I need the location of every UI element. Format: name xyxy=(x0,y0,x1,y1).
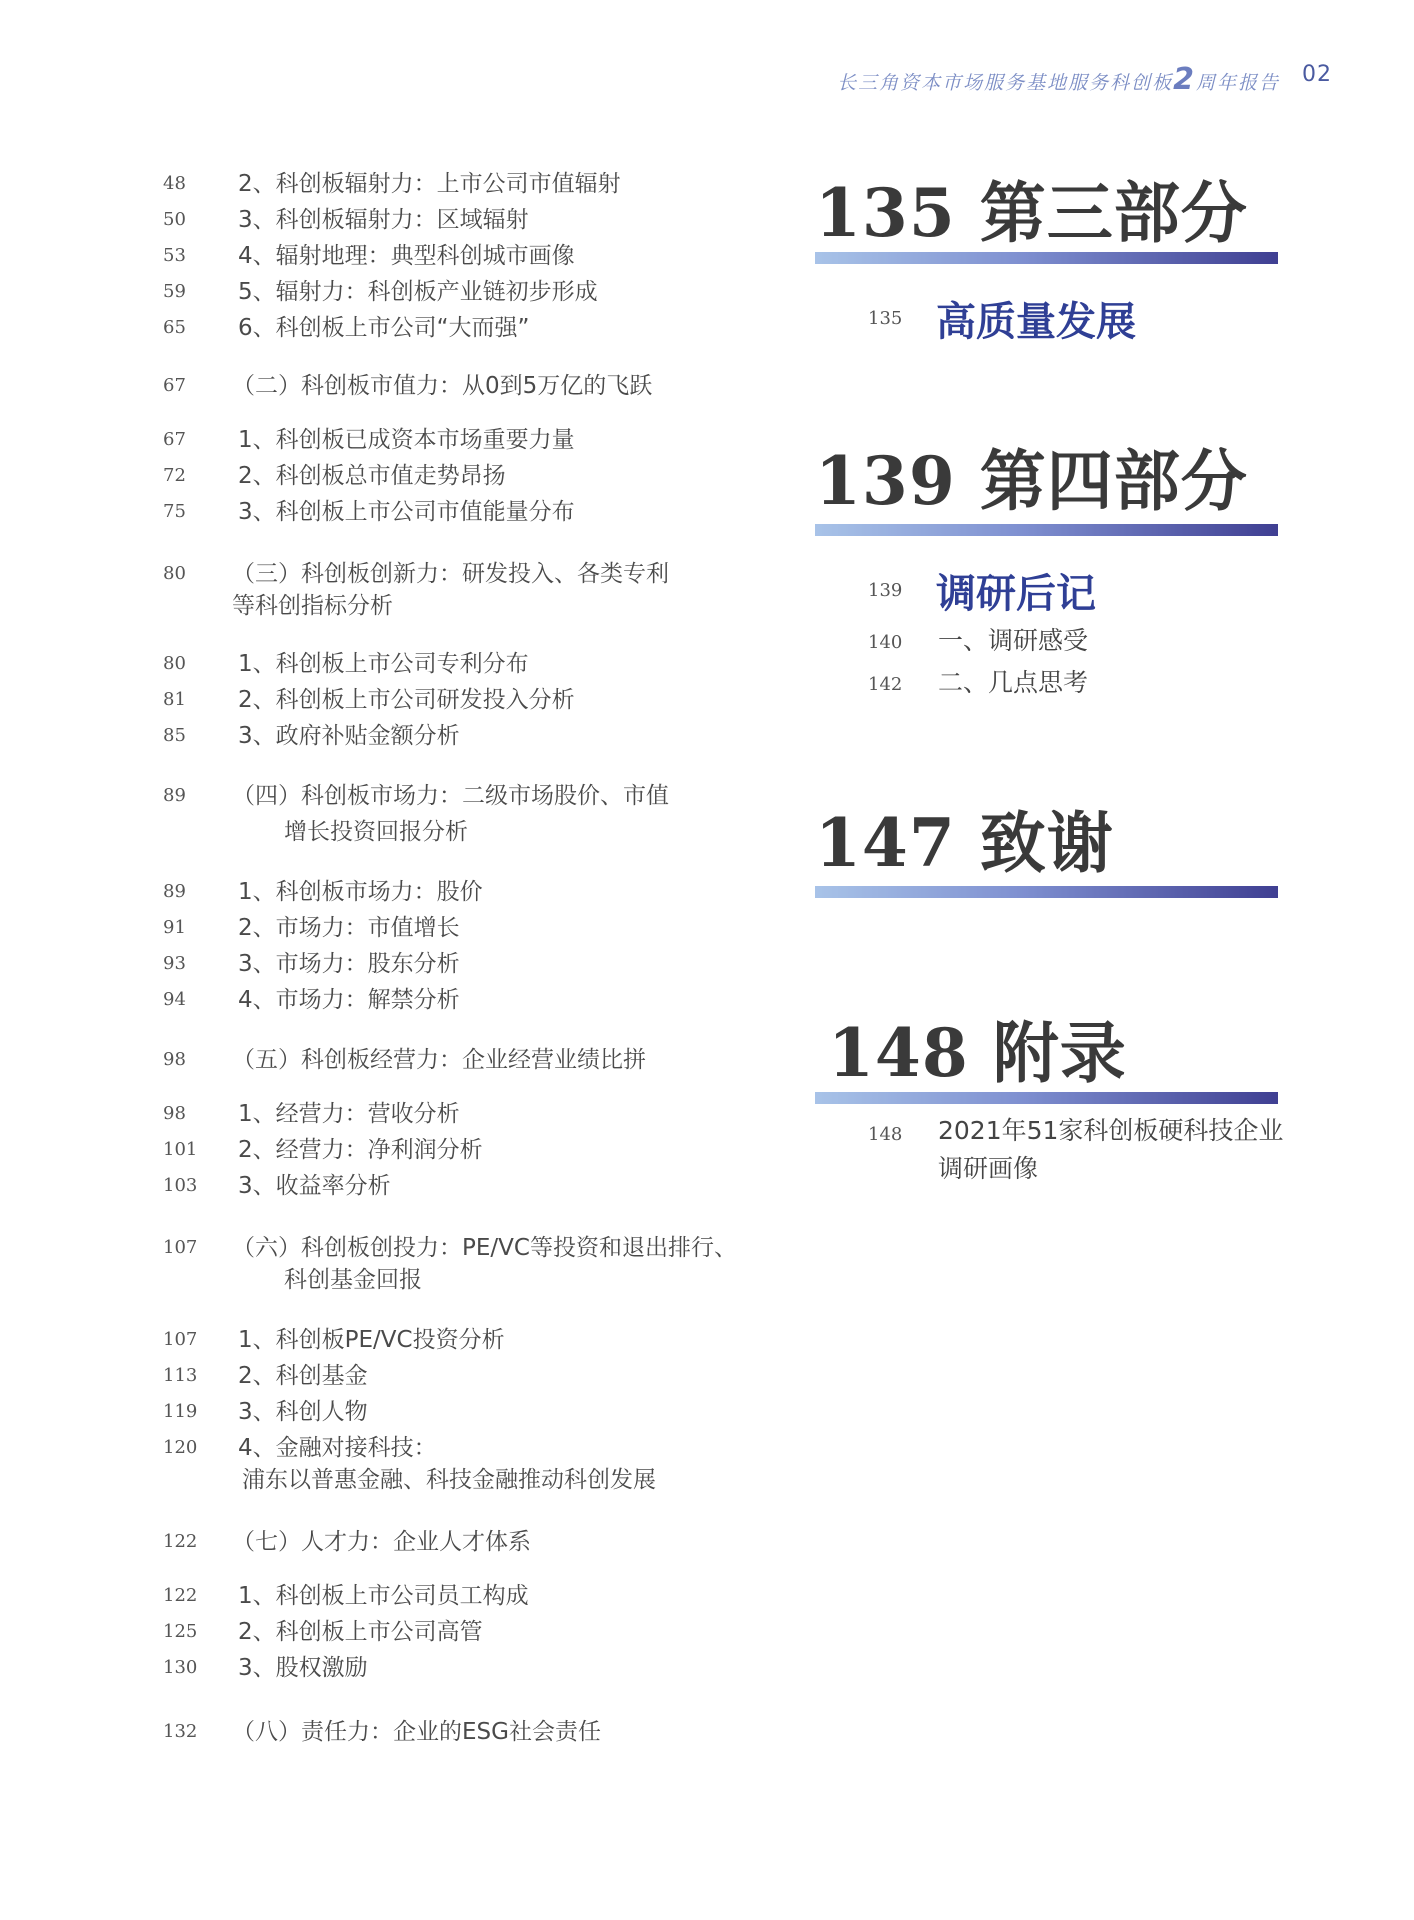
toc-entry-title: 3、科创人物 xyxy=(238,1399,368,1425)
toc-section-title-cont: 等科创指标分析 xyxy=(232,593,393,619)
part-divider-bar xyxy=(815,1092,1278,1104)
toc-entry-page: 65 xyxy=(163,317,186,338)
toc-entry-page: 98 xyxy=(163,1049,186,1070)
toc-entry-title: 3、市场力：股东分析 xyxy=(238,951,460,977)
toc-entry-page: 81 xyxy=(163,689,186,710)
toc-entry-page: 85 xyxy=(163,725,186,746)
toc-entry-page: 98 xyxy=(163,1103,186,1124)
toc-entry-page: 80 xyxy=(163,653,186,674)
toc-entry-page: 140 xyxy=(868,632,903,653)
toc-entry-page: 50 xyxy=(163,209,186,230)
appendix-item-line2[interactable]: 调研画像 xyxy=(938,1154,1039,1183)
toc-entry-page: 120 xyxy=(163,1437,198,1458)
toc-section-title: （三）科创板创新力：研发投入、各类专利 xyxy=(232,561,669,587)
toc-entry-title: 3、科创板辐射力：区域辐射 xyxy=(238,207,529,233)
toc-entry-page: 93 xyxy=(163,953,186,974)
toc-entry-title: 2、经营力：净利润分析 xyxy=(238,1137,483,1163)
report-title-num: 2 xyxy=(1173,62,1196,97)
report-title-pre: 长三角资本市场服务基地服务科创板 xyxy=(837,72,1174,94)
toc-entry-title: 1、科创板上市公司专利分布 xyxy=(238,651,529,677)
appendix-item-line1[interactable]: 2021年51家科创板硬科技企业 xyxy=(938,1116,1284,1145)
report-title-post: 周年报告 xyxy=(1195,72,1280,94)
part-three-heading[interactable]: 高质量发展 xyxy=(936,298,1136,345)
part-three-title[interactable]: 135 第三部分 xyxy=(815,174,1248,252)
toc-entry-title: 4、市场力：解禁分析 xyxy=(238,987,460,1013)
part-divider-bar xyxy=(815,524,1278,536)
toc-section-title: （六）科创板创投力：PE/VC等投资和退出排行、 xyxy=(232,1235,737,1261)
toc-section-title: （五）科创板经营力：企业经营业绩比拼 xyxy=(232,1047,646,1073)
toc-entry-page: 67 xyxy=(163,429,186,450)
toc-entry-title-cont: 浦东以普惠金融、科技金融推动科创发展 xyxy=(242,1467,656,1493)
toc-entry-page: 130 xyxy=(163,1657,198,1678)
toc-entry-page: 94 xyxy=(163,989,186,1010)
toc-entry-page: 53 xyxy=(163,245,186,266)
toc-entry-page: 103 xyxy=(163,1175,198,1196)
toc-entry-title: 1、科创板已成资本市场重要力量 xyxy=(238,427,575,453)
toc-section-title-cont: 科创基金回报 xyxy=(284,1267,422,1293)
toc-section-title: （七）人才力：企业人才体系 xyxy=(232,1529,531,1555)
toc-entry-page: 107 xyxy=(163,1329,198,1350)
toc-entry-title: 4、辐射地理：典型科创城市画像 xyxy=(238,243,575,269)
toc-entry-title: 2、科创板上市公司研发投入分析 xyxy=(238,687,575,713)
toc-entry-title: 6、科创板上市公司“大而强” xyxy=(238,315,530,341)
toc-entry-title: 1、科创板PE/VC投资分析 xyxy=(238,1327,505,1353)
toc-entry-title: 2、科创板总市值走势昂扬 xyxy=(238,463,506,489)
acknowledgements-title[interactable]: 147 致谢 xyxy=(815,804,1114,882)
toc-entry-page: 122 xyxy=(163,1531,198,1552)
toc-entry-page: 139 xyxy=(868,580,903,601)
toc-section-title: （二）科创板市值力：从0到5万亿的飞跃 xyxy=(232,373,653,399)
toc-entry-title: 1、科创板上市公司员工构成 xyxy=(238,1583,529,1609)
toc-section-title: （四）科创板市场力：二级市场股价、市值 xyxy=(232,783,669,809)
toc-entry-title: 3、收益率分析 xyxy=(238,1173,391,1199)
toc-entry-page: 67 xyxy=(163,375,186,396)
toc-section-title: （八）责任力：企业的ESG社会责任 xyxy=(232,1719,601,1745)
toc-entry-page: 59 xyxy=(163,281,186,302)
toc-entry-page: 101 xyxy=(163,1139,198,1160)
toc-entry-page: 91 xyxy=(163,917,186,938)
toc-section-title-cont: 增长投资回报分析 xyxy=(284,819,468,845)
part-four-title[interactable]: 139 第四部分 xyxy=(815,442,1248,520)
toc-entry-page: 80 xyxy=(163,563,186,584)
part-four-heading[interactable]: 调研后记 xyxy=(936,570,1096,617)
toc-entry-page: 135 xyxy=(868,308,903,329)
part-divider-bar xyxy=(815,886,1278,898)
toc-entry-page: 148 xyxy=(868,1124,903,1145)
toc-entry-title: 5、辐射力：科创板产业链初步形成 xyxy=(238,279,598,305)
toc-entry-title: 2、科创基金 xyxy=(238,1363,368,1389)
toc-entry-title: 2、市场力：市值增长 xyxy=(238,915,460,941)
toc-entry-page: 132 xyxy=(163,1721,198,1742)
toc-entry-page: 107 xyxy=(163,1237,198,1258)
toc-entry-page: 72 xyxy=(163,465,186,486)
toc-entry-title: 2、科创板上市公司高管 xyxy=(238,1619,483,1645)
toc-entry-title: 2、科创板辐射力：上市公司市值辐射 xyxy=(238,171,621,197)
toc-entry-title: 3、政府补贴金额分析 xyxy=(238,723,460,749)
report-title xyxy=(820,62,1280,97)
toc-entry-title: 3、股权激励 xyxy=(238,1655,368,1681)
toc-entry-page: 75 xyxy=(163,501,186,522)
toc-entry-title: 4、金融对接科技： xyxy=(238,1435,437,1461)
toc-entry-page: 125 xyxy=(163,1621,198,1642)
appendix-title[interactable]: 148 附录 xyxy=(828,1014,1127,1092)
toc-entry-page: 122 xyxy=(163,1585,198,1606)
toc-entry-page: 89 xyxy=(163,881,186,902)
part-divider-bar xyxy=(815,252,1278,264)
toc-entry-page: 89 xyxy=(163,785,186,806)
toc-entry-page: 48 xyxy=(163,173,186,194)
part-four-item[interactable]: 二、几点思考 xyxy=(938,668,1089,697)
page-number: 02 xyxy=(1302,62,1332,87)
toc-entry-page: 142 xyxy=(868,674,903,695)
part-four-item[interactable]: 一、调研感受 xyxy=(938,626,1089,655)
toc-entry-title: 1、科创板市场力：股价 xyxy=(238,879,483,905)
toc-entry-title: 1、经营力：营收分析 xyxy=(238,1101,460,1127)
toc-entry-page: 119 xyxy=(163,1401,198,1422)
toc-entry-title: 3、科创板上市公司市值能量分布 xyxy=(238,499,575,525)
toc-entry-page: 113 xyxy=(163,1365,198,1386)
